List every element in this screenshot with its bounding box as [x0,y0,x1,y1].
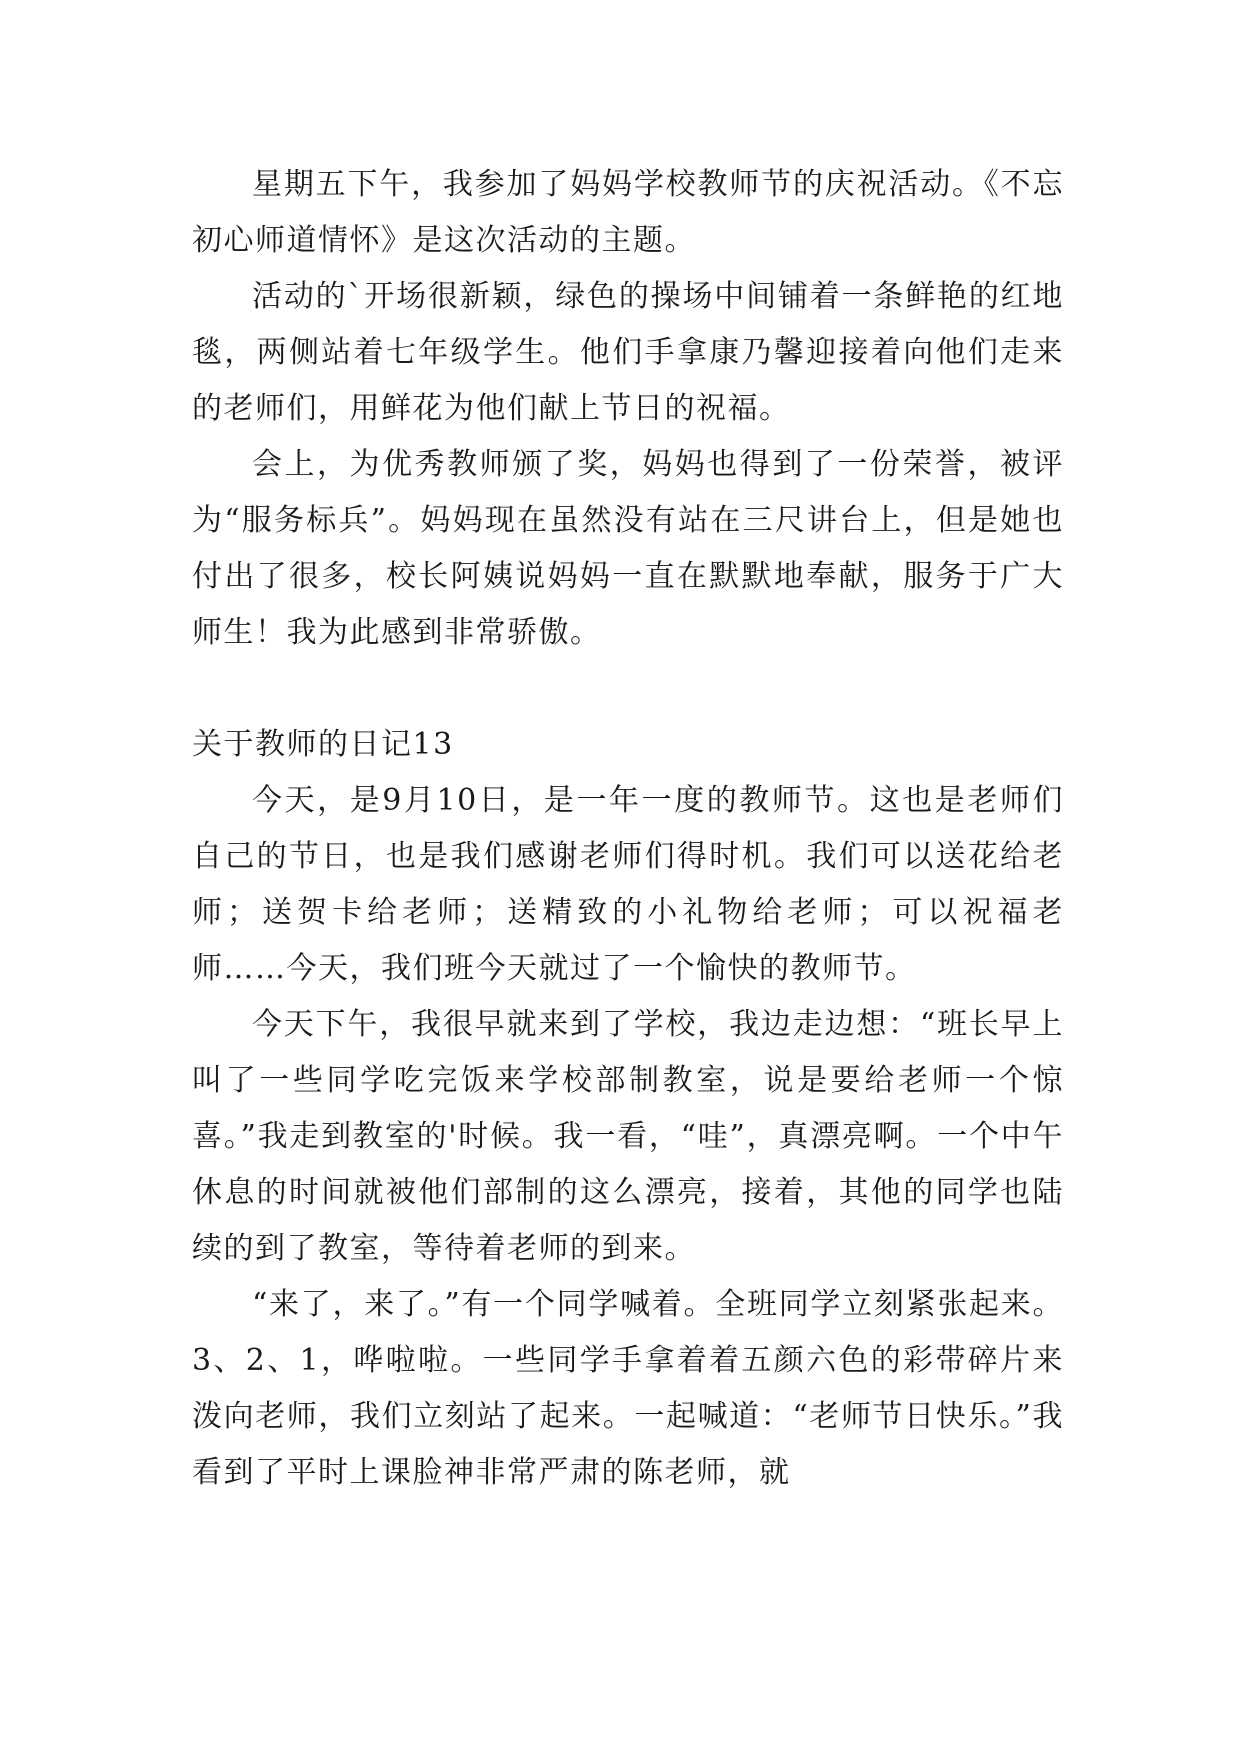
paragraph: 活动的`开场很新颖，绿色的操场中间铺着一条鲜艳的红地毯，两侧站着七年级学生。他们手拿康乃馨迎接着向他们走来的老师们，用鲜花为他们献上节日的祝福。 [192,279,1064,426]
paragraph: 会上，为优秀教师颁了奖，妈妈也得到了一份荣誉，被评为“服务标兵”。妈妈现在虽然没有站在三尺讲台上，但是她也付出了很多，校长阿姨说妈妈一直在默默地奉献，服务于广大师生！我为此感到非常骄傲。 [192,447,1064,650]
paragraph: “来了，来了。”有一个同学喊着。全班同学立刻紧张起来。3、2、1，哗啦啦。一些同学手拿着着五颜六色的彩带碎片来泼向老师，我们立刻站了起来。一起喊道：“老师节日快乐。”我看到了平时上课脸神非常严肃的陈老师，就 [192,1287,1064,1490]
paragraph: 今天，是9月10日，是一年一度的教师节。这也是老师们自己的节日，也是我们感谢老师们得时机。我们可以送花给老师；送贺卡给老师；送精致的小礼物给老师；可以祝福老师……今天，我们班今天就过了一个愉快的教师节。 [192,783,1064,986]
paragraph: 今天下午，我很早就来到了学校，我边走边想：“班长早上叫了一些同学吃完饭来学校部制教室，说是要给老师一个惊喜。”我走到教室的'时候。我一看，“哇”，真漂亮啊。一个中午休息的时间就被他们部制的这么漂亮，接着，其他的同学也陆续的到了教室，等待着老师的到来。 [192,1007,1064,1266]
paragraph: 星期五下午，我参加了妈妈学校教师节的庆祝活动。《不忘初心师道情怀》是这次活动的主题。 [192,167,1064,258]
section-heading: 关于教师的日记13 [192,727,454,762]
document-body [192,157,1064,1501]
